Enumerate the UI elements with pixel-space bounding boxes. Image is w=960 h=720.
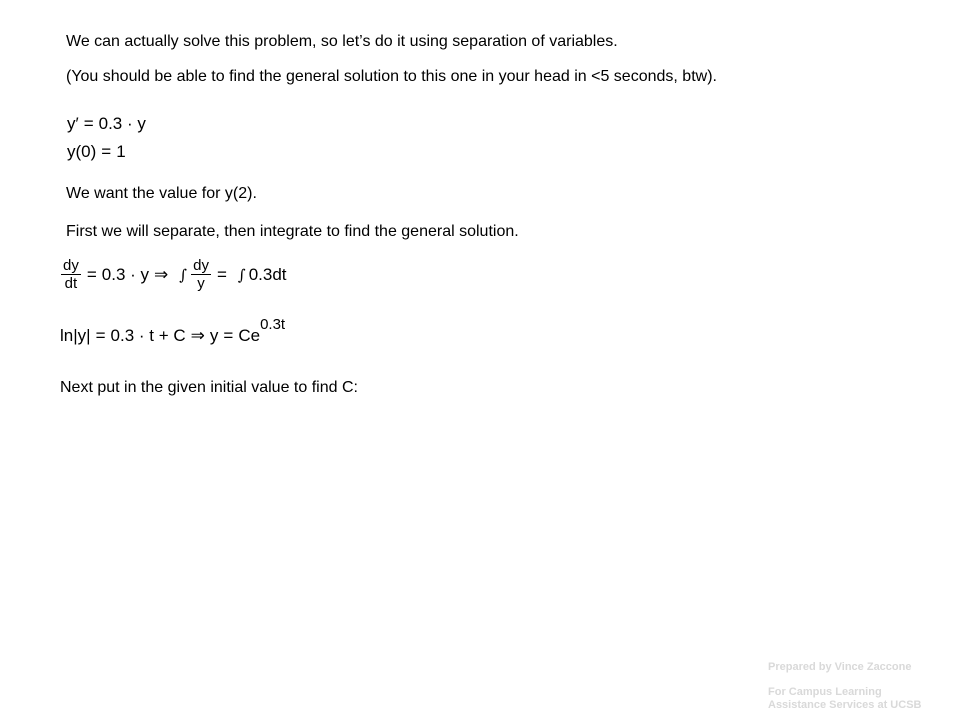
- intro-line: We can actually solve this problem, so let’s do it using separation of variables.: [66, 33, 618, 50]
- gen-rhs: 0.3 · t + C: [110, 326, 186, 345]
- dyy-den: y: [197, 275, 205, 292]
- ic-equals: =: [101, 142, 112, 161]
- gen-equals-2: =: [223, 326, 234, 345]
- sep-implies-arrow: ⇒: [154, 264, 169, 284]
- gen-equals: =: [95, 326, 106, 345]
- integral-sign-left: ∫: [179, 265, 188, 284]
- dyy-num: dy: [193, 257, 209, 274]
- ic-rhs: 1: [116, 142, 126, 161]
- gen-ce: Ce: [238, 326, 261, 345]
- gen-implies-arrow: ⇒: [190, 326, 205, 345]
- gen-lhs: ln|y|: [60, 326, 91, 345]
- ode-lhs: y′: [67, 114, 79, 133]
- int-equals: =: [216, 264, 227, 284]
- footer-prepared: Prepared by Vince Zaccone: [768, 661, 912, 673]
- goal-line: We want the value for y(2).: [66, 185, 257, 202]
- dydt-fraction: [62, 257, 80, 292]
- initial-condition: [67, 142, 126, 162]
- dyy-fraction: [192, 257, 210, 292]
- int-rhs: 0.3dt: [248, 264, 287, 284]
- integral-sign-right: ∫: [237, 265, 246, 284]
- initial-value-line: Next put in the given initial value to find C:: [60, 379, 358, 396]
- separation-equation: [60, 257, 287, 292]
- gen-exponent: 0.3t: [260, 315, 286, 333]
- ode-equals: =: [83, 114, 94, 133]
- hint-line: (You should be able to find the general solution to this one in your head in <5 seconds, btw).: [66, 68, 717, 85]
- sep-rhs: 0.3 · y: [101, 264, 150, 284]
- gen-y: y: [209, 326, 219, 345]
- general-solution: [60, 315, 286, 346]
- sep-equals: =: [86, 264, 97, 284]
- footer-for-line1: For Campus Learning: [768, 686, 882, 698]
- ode-rhs: 0.3 · y: [98, 114, 146, 133]
- dydt-num: dy: [63, 257, 79, 274]
- footer-for-line2: Assistance Services at UCSB: [768, 699, 922, 711]
- ic-lhs: y(0): [67, 142, 97, 161]
- separate-line: First we will separate, then integrate to find the general solution.: [66, 223, 519, 240]
- ode-equation: [67, 114, 146, 134]
- dydt-den: dt: [64, 275, 78, 292]
